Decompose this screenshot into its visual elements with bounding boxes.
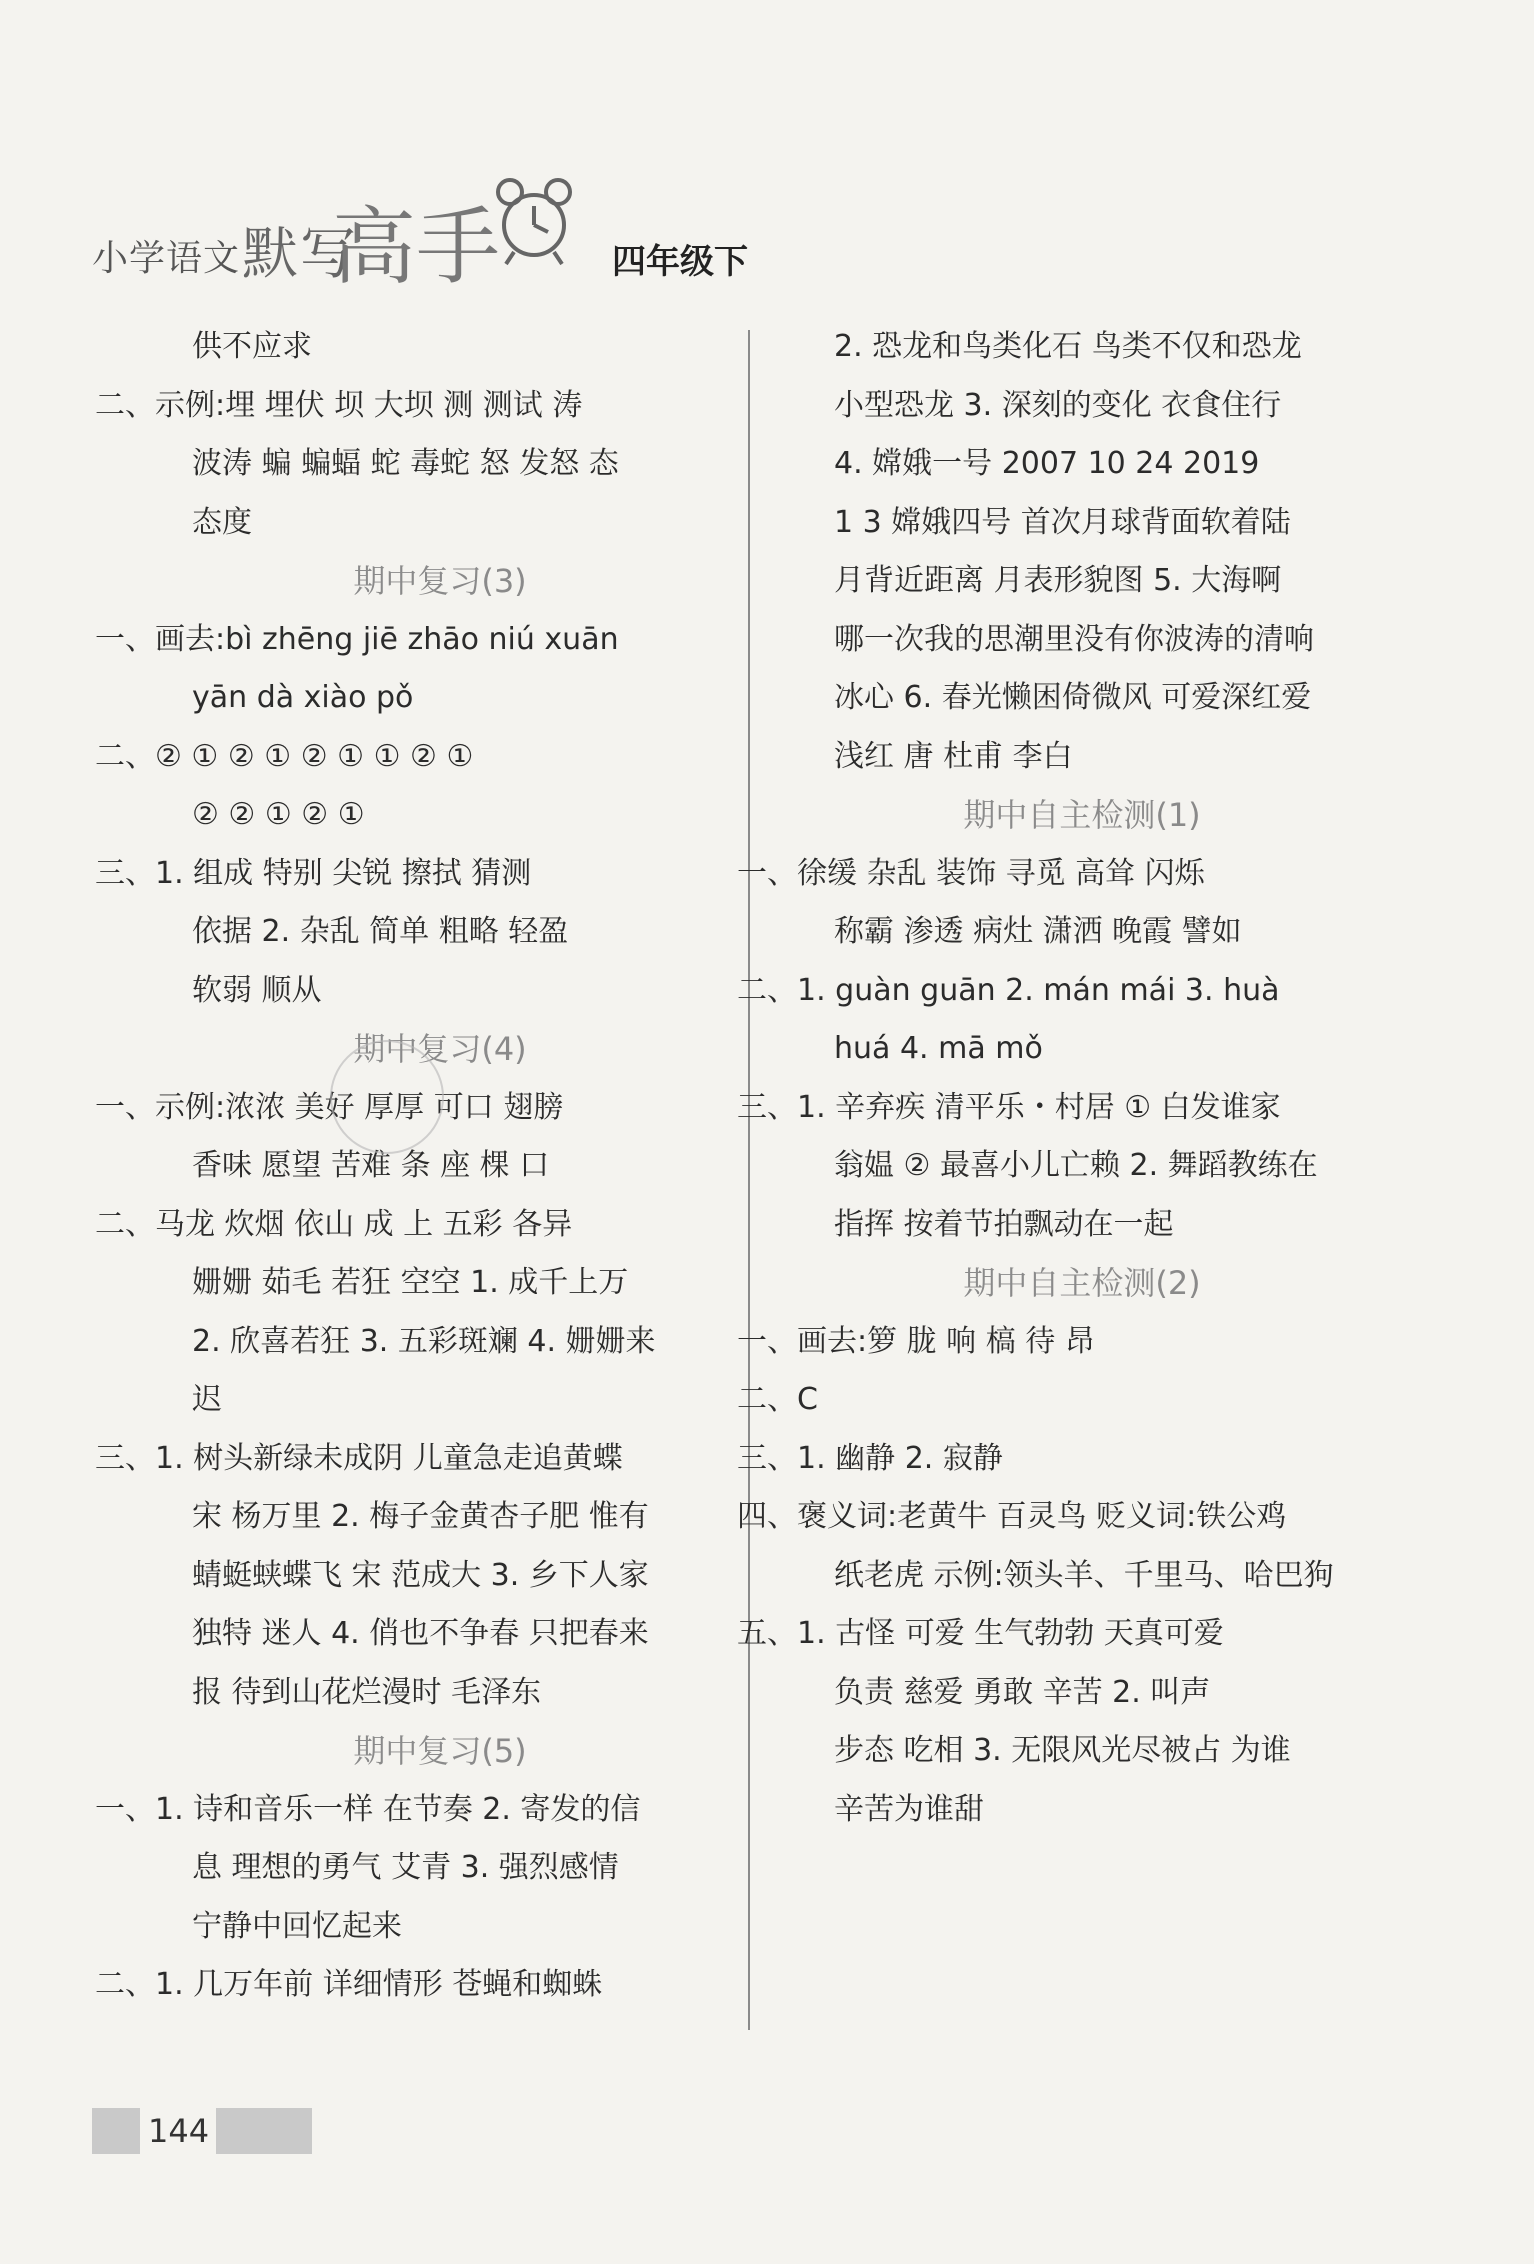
brand-small-text: 小学语文 <box>92 238 241 279</box>
answer-line: 小型恐龙 3. 深刻的变化 衣食住行 <box>834 387 1282 423</box>
watermark-stamp <box>330 1040 444 1154</box>
answer-line: 息 理想的勇气 艾青 3. 强烈感情 <box>192 1850 619 1885</box>
section-heading: 期中复习(5) <box>353 1732 527 1770</box>
answer-line: 指挥 按着节拍飘动在一起 <box>834 1206 1174 1242</box>
answer-line: 二、C <box>737 1382 818 1417</box>
answer-line: 一、徐缓 杂乱 装饰 寻觅 高耸 闪烁 <box>737 855 1205 891</box>
answer-line: 一、示例:浓浓 美好 厚厚 可口 翅膀 <box>95 1089 564 1125</box>
answer-line: 软弱 顺从 <box>192 972 322 1008</box>
answer-line: 三、1. 树头新绿未成阴 儿童急走追黄蝶 <box>95 1440 623 1476</box>
answer-line: 三、1. 组成 特别 尖锐 擦拭 猜测 <box>95 855 532 891</box>
answer-line: 称霸 渗透 病灶 潇洒 晚霞 譬如 <box>834 914 1242 949</box>
section-heading: 期中复习(3) <box>353 562 527 600</box>
answer-line: 月背近距离 月表形貌图 5. 大海啊 <box>834 563 1282 598</box>
answer-line: 4. 嫦娥一号 2007 10 24 2019 <box>834 446 1260 481</box>
alarm-clock-icon <box>484 170 584 270</box>
answer-line: 三、1. 幽静 2. 寂静 <box>737 1440 1003 1476</box>
answer-line: 辛苦为谁甜 <box>834 1791 984 1827</box>
brand-gao-text: 高手 <box>332 198 501 296</box>
answer-line: huá 4. mā mǒ <box>834 1031 1043 1066</box>
answer-line: 浅红 唐 杜甫 李白 <box>834 738 1073 774</box>
answer-line: 二、示例:埋 埋伏 坝 大坝 测 测试 涛 <box>95 387 583 423</box>
section-heading: 期中自主检测(1) <box>963 796 1201 834</box>
section-heading: 期中自主检测(2) <box>963 1264 1201 1302</box>
answer-line: yān dà xiào pǒ <box>192 680 414 715</box>
answer-line: 态度 <box>192 504 252 540</box>
section-heading: 期中复习(4) <box>353 1030 527 1068</box>
answer-line: 报 待到山花烂漫时 毛泽东 <box>192 1674 542 1710</box>
answer-line: 2. 欣喜若狂 3. 五彩斑斓 4. 姗姗来 <box>192 1323 656 1359</box>
answer-line: 宁静中回忆起来 <box>192 1908 402 1944</box>
page-footer <box>92 2108 312 2154</box>
page-number: 144 <box>148 2112 210 2150</box>
answer-line: 步态 吃相 3. 无限风光尽被占 为谁 <box>834 1733 1291 1768</box>
answer-line: 姗姗 茹毛 若狂 空空 1. 成千上万 <box>192 1265 629 1300</box>
answer-line: 依据 2. 杂乱 简单 粗略 轻盈 <box>192 914 569 949</box>
answer-line: 五、1. 古怪 可爱 生气勃勃 天真可爱 <box>737 1616 1224 1651</box>
brand-big-text: 默写 <box>242 222 358 287</box>
answer-line: 1 3 嫦娥四号 首次月球背面软着陆 <box>834 504 1291 540</box>
answer-line: 冰心 6. 春光懒困倚微风 可爱深红爱 <box>834 680 1312 715</box>
answer-line: ② ② ① ② ① <box>192 797 365 832</box>
answer-line: 四、褒义词:老黄牛 百灵鸟 贬义词:铁公鸡 <box>737 1499 1287 1534</box>
footer-bar-left <box>92 2108 140 2154</box>
answer-line: 蜻蜓蛱蝶飞 宋 范成大 3. 乡下人家 <box>192 1557 649 1593</box>
right-column <box>737 318 1382 1839</box>
answer-line: 一、1. 诗和音乐一样 在节奏 2. 寄发的信 <box>95 1791 641 1827</box>
answer-line: 三、1. 辛弃疾 清平乐・村居 ① 白发谁家 <box>737 1089 1281 1125</box>
answer-line: 一、画去:箩 胧 响 槁 待 昂 <box>737 1323 1095 1359</box>
answer-line: 2. 恐龙和鸟类化石 鸟类不仅和恐龙 <box>834 329 1302 364</box>
answer-line: 波涛 蝙 蝙蝠 蛇 毒蛇 怒 发怒 态 <box>192 446 619 481</box>
grade-label: 四年级下 <box>612 242 748 282</box>
answer-line: 一、画去:bì zhēng jiē zhāo niú xuān <box>95 621 619 657</box>
answer-line: 负责 慈爱 勇敢 辛苦 2. 叫声 <box>834 1674 1211 1710</box>
page-header <box>92 170 772 296</box>
answer-line: 二、② ① ② ① ② ① ① ② ① <box>95 738 474 774</box>
answer-line: 迟 <box>192 1382 222 1417</box>
column-divider <box>748 330 750 2030</box>
answer-line: 香味 愿望 苦难 条 座 棵 口 <box>192 1148 550 1183</box>
answer-line: 宋 杨万里 2. 梅子金黄杏子肥 惟有 <box>192 1499 649 1534</box>
answer-line: 供不应求 <box>192 329 312 364</box>
footer-bar-right <box>216 2108 312 2154</box>
answer-line: 二、1. guàn guān 2. mán mái 3. huà <box>737 972 1280 1008</box>
answer-line: 翁媪 ② 最喜小儿亡赖 2. 舞蹈教练在 <box>834 1148 1318 1183</box>
answer-line: 独特 迷人 4. 俏也不争春 只把春来 <box>192 1616 649 1651</box>
answer-line: 二、1. 几万年前 详细情形 苍蝇和蜘蛛 <box>95 1967 603 2002</box>
answer-line: 哪一次我的思潮里没有你波涛的清响 <box>834 621 1314 657</box>
left-column <box>95 318 740 2015</box>
answer-line: 二、马龙 炊烟 依山 成 上 五彩 各异 <box>95 1206 573 1242</box>
answer-line: 纸老虎 示例:领头羊、千里马、哈巴狗 <box>834 1557 1334 1593</box>
